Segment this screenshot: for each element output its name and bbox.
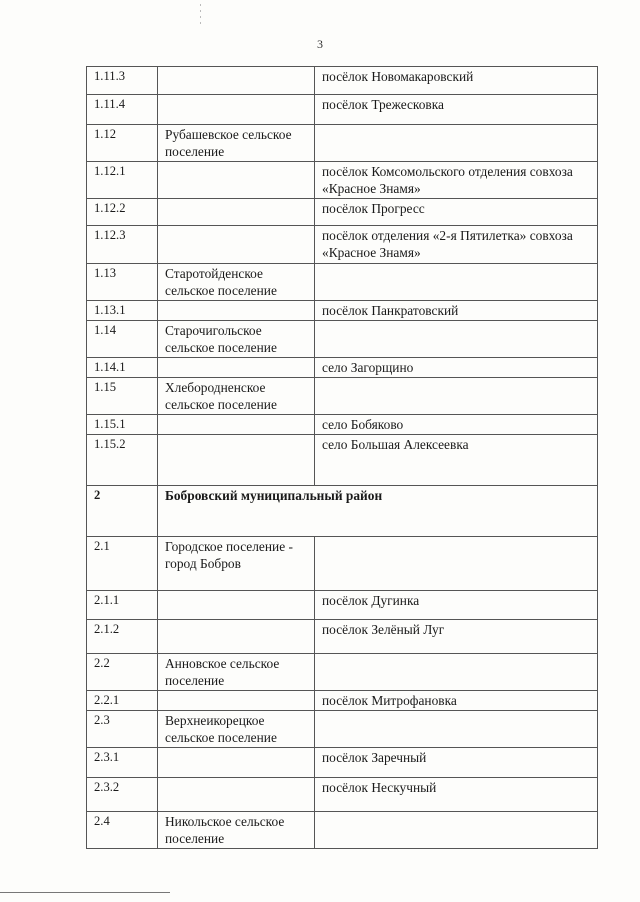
row-number-cell: 1.12.2 bbox=[87, 199, 158, 226]
settlement-cell: посёлок Митрофановка bbox=[315, 691, 598, 711]
settlement-cell bbox=[315, 654, 598, 691]
table-row bbox=[87, 162, 598, 199]
settlement-cell: посёлок Комсомольского отделения совхоза «Красное Знамя» bbox=[315, 162, 598, 199]
table-row bbox=[87, 301, 598, 321]
table-row bbox=[87, 435, 598, 486]
settlement-cell bbox=[315, 711, 598, 748]
municipality-cell: Никольское сельское поселение bbox=[158, 812, 315, 849]
row-number-cell: 1.15.1 bbox=[87, 415, 158, 435]
table-row bbox=[87, 358, 598, 378]
row-number-cell: 1.11.3 bbox=[87, 67, 158, 95]
municipality-cell bbox=[158, 620, 315, 654]
municipality-cell bbox=[158, 358, 315, 378]
municipality-cell bbox=[158, 199, 315, 226]
page-bottom-rule bbox=[0, 892, 170, 893]
table-row bbox=[87, 95, 598, 125]
municipality-cell bbox=[158, 435, 315, 486]
row-number-cell: 2.1.1 bbox=[87, 591, 158, 620]
row-number-cell: 2.2.1 bbox=[87, 691, 158, 711]
municipality-cell: Старочигольское сельское поселение bbox=[158, 321, 315, 358]
row-number-cell: 2.4 bbox=[87, 812, 158, 849]
table-row bbox=[87, 654, 598, 691]
settlement-cell bbox=[315, 812, 598, 849]
row-number-cell: 1.12 bbox=[87, 125, 158, 162]
row-number-cell: 1.14 bbox=[87, 321, 158, 358]
row-number-cell: 1.13.1 bbox=[87, 301, 158, 321]
table-row bbox=[87, 812, 598, 849]
row-number-cell: 1.14.1 bbox=[87, 358, 158, 378]
settlement-cell bbox=[315, 264, 598, 301]
table-row bbox=[87, 226, 598, 264]
row-number-cell: 1.12.3 bbox=[87, 226, 158, 264]
row-number-cell: 2.2 bbox=[87, 654, 158, 691]
table-row bbox=[87, 620, 598, 654]
table-row bbox=[87, 378, 598, 415]
municipality-cell bbox=[158, 691, 315, 711]
municipality-cell: Бобровский муниципальный район bbox=[158, 486, 598, 537]
table-row bbox=[87, 591, 598, 620]
row-number-cell: 1.12.1 bbox=[87, 162, 158, 199]
settlement-cell: посёлок Заречный bbox=[315, 748, 598, 778]
scan-specks bbox=[198, 4, 204, 26]
municipality-cell: Старотойденское сельское поселение bbox=[158, 264, 315, 301]
table-row bbox=[87, 199, 598, 226]
row-number-cell: 1.13 bbox=[87, 264, 158, 301]
municipality-cell bbox=[158, 415, 315, 435]
table-row bbox=[87, 125, 598, 162]
settlement-cell: село Бобяково bbox=[315, 415, 598, 435]
table-row bbox=[87, 778, 598, 812]
settlement-cell bbox=[315, 321, 598, 358]
settlement-cell: посёлок Дугинка bbox=[315, 591, 598, 620]
settlement-cell: село Большая Алексеевка bbox=[315, 435, 598, 486]
table-row bbox=[87, 264, 598, 301]
settlement-cell: село Загорщино bbox=[315, 358, 598, 378]
municipality-cell bbox=[158, 748, 315, 778]
municipality-cell bbox=[158, 301, 315, 321]
page-number: 3 bbox=[317, 37, 323, 51]
settlement-cell bbox=[315, 537, 598, 591]
municipality-cell: Хлебородненское сельское поселение bbox=[158, 378, 315, 415]
municipality-cell bbox=[158, 95, 315, 125]
row-number-cell: 2.1.2 bbox=[87, 620, 158, 654]
municipality-cell bbox=[158, 67, 315, 95]
municipality-cell bbox=[158, 226, 315, 264]
settlement-cell bbox=[315, 125, 598, 162]
table-row bbox=[87, 711, 598, 748]
table-row bbox=[87, 537, 598, 591]
settlement-cell: посёлок Панкратовский bbox=[315, 301, 598, 321]
settlement-cell: посёлок Новомакаровский bbox=[315, 67, 598, 95]
settlement-cell: посёлок отделения «2-я Пятилетка» совхоза «Красное Знамя» bbox=[315, 226, 598, 264]
row-number-cell: 2.1 bbox=[87, 537, 158, 591]
table-row bbox=[87, 691, 598, 711]
table-row bbox=[87, 321, 598, 358]
table-row bbox=[87, 415, 598, 435]
row-number-cell: 1.11.4 bbox=[87, 95, 158, 125]
row-number-cell: 2 bbox=[87, 486, 158, 537]
row-number-cell: 2.3 bbox=[87, 711, 158, 748]
municipality-cell bbox=[158, 591, 315, 620]
municipality-cell: Рубашевское сельское поселение bbox=[158, 125, 315, 162]
municipality-cell: Верхнеикорецкое сельское поселение bbox=[158, 711, 315, 748]
settlement-cell bbox=[315, 378, 598, 415]
table-row bbox=[87, 67, 598, 95]
settlement-cell: посёлок Трежесковка bbox=[315, 95, 598, 125]
settlements-table bbox=[86, 66, 598, 849]
municipality-cell: Городское поселение - город Бобров bbox=[158, 537, 315, 591]
settlements-table-body bbox=[87, 67, 598, 849]
settlement-cell: посёлок Нескучный bbox=[315, 778, 598, 812]
municipality-cell bbox=[158, 162, 315, 199]
settlement-cell: посёлок Зелёный Луг bbox=[315, 620, 598, 654]
row-number-cell: 1.15.2 bbox=[87, 435, 158, 486]
settlement-cell: посёлок Прогресс bbox=[315, 199, 598, 226]
row-number-cell: 1.15 bbox=[87, 378, 158, 415]
municipality-cell bbox=[158, 778, 315, 812]
row-number-cell: 2.3.2 bbox=[87, 778, 158, 812]
table-row bbox=[87, 748, 598, 778]
row-number-cell: 2.3.1 bbox=[87, 748, 158, 778]
table-row bbox=[87, 486, 598, 537]
municipality-cell: Анновское сельское поселение bbox=[158, 654, 315, 691]
